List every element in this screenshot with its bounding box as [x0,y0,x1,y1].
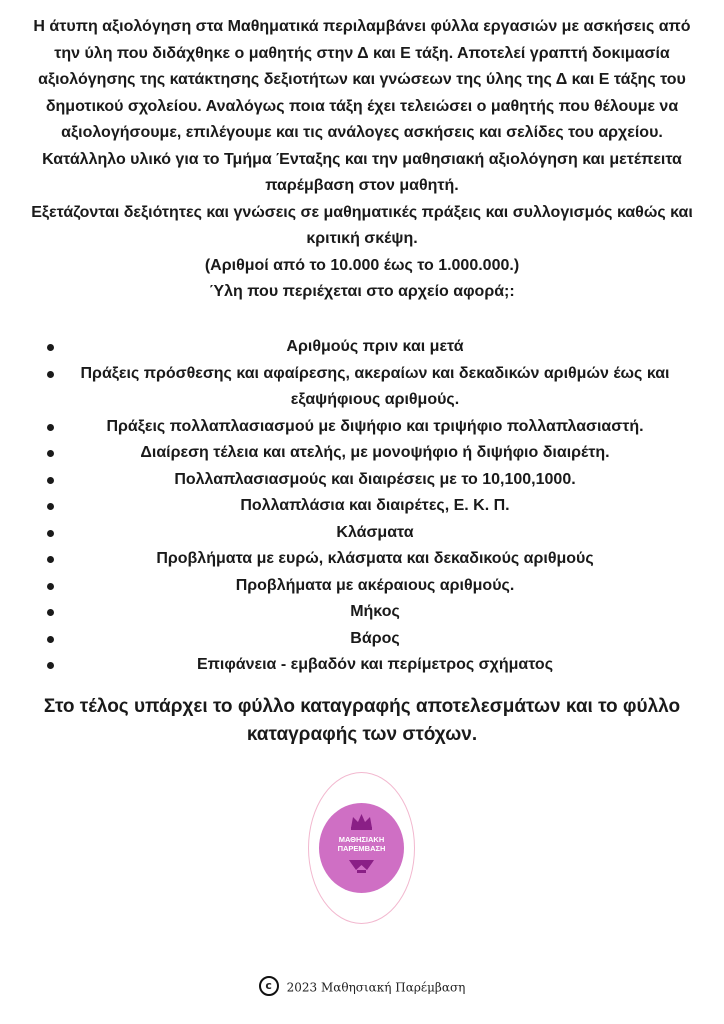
bullet-icon [47,424,54,431]
list-item-text: Αριθμούς πριν και μετά [286,338,464,355]
topics-list [0,334,724,679]
list-item-text: Πολλαπλασιασμούς και διαιρέσεις με το 10,100,1000. [174,470,576,488]
list-item-text: Επιφάνεια - εμβαδόν και περίμετρος σχήματος [196,656,554,673]
logo-disc [319,803,404,893]
intro-paragraph: Εξετάζονται δεξιότητες και γνώσεις σε μαθηματικές πράξεις και συλλογισμός καθώς και κριτική σκέψη. [31,203,693,247]
list-item [0,546,724,573]
bullet-icon [47,371,54,378]
list-item [0,334,724,361]
list-item [0,573,724,600]
brand-logo [308,772,415,924]
crown-icon [348,859,375,873]
list-item-text: Πολλαπλάσια και διαιρέτες, Ε. Κ. Π. [240,497,510,514]
bullet-icon [47,450,54,457]
list-item-text: Προβλήματα με ευρώ, κλάσματα και δεκαδικούς αριθμούς [156,550,594,567]
list-item [0,599,724,626]
list-item [0,414,724,441]
bullet-icon [47,636,54,643]
bullet-icon [47,344,54,351]
bullet-icon [47,556,54,563]
list-item [0,493,724,520]
list-item-text: Προβλήματα με ακέραιους αριθμούς. [235,576,515,594]
bullet-icon [47,530,54,537]
copyright-text: 2023 Μαθησιακή Παρέμβαση [286,980,466,995]
list-item-text: Διαίρεση τέλεια και ατελής, με μονοψήφιο ή διψήφιο διαιρέτη. [140,444,610,461]
intro-paragraph: Η άτυπη αξιολόγηση στα Μαθηματικά περιλαμβάνει φύλλα εργασιών με ασκήσεις από την ύλη που διδάχθηκε ο μαθητής στην Δ και Ε τάξη. Αποτελεί γραπτή δοκιμασία αξιολόγησης της κατάκτησης δεξιοτήτων και γνώσεων της ύλης της Δ και Ε τάξης του δημοτικού σχολείου. Αναλόγως ποια τάξη έχει τελειώσει ο μαθητής που θέλουμε να αξιολογήσουμε, επιλέγουμε και τις ανάλογες ασκήσεις και σελίδες του αρχείου. [33,18,691,141]
list-item [0,361,724,414]
list-item [0,467,724,494]
list-item [0,626,724,653]
intro-text [30,14,694,306]
list-item-text: Πράξεις πρόσθεσης και αφαίρεσης, ακεραίων και δεκαδικών αριθμών έως και εξαψήφιους αριθμούς. [80,364,670,408]
list-item [0,652,724,679]
bullet-icon [47,662,54,669]
crown-icon [349,813,374,830]
logo-text-line2: ΠΑΡΕΜΒΑΣΗ [337,844,386,853]
logo-text-line1: ΜΑΘΗΣΙΑΚΗ [338,835,385,844]
list-item [0,440,724,467]
list-item-text: Κλάσματα [336,523,414,541]
bullet-icon [47,503,54,510]
list-item-text: Βάρος [350,629,400,647]
number-range-note: (Αριθμοί από το 10.000 έως το 1.000.000.) [204,256,520,274]
list-item [0,520,724,547]
closing-statement: Στο τέλος υπάρχει το φύλλο καταγραφής αποτελεσμάτων και το φύλλο καταγραφής των στόχων. [43,696,681,745]
copyright-icon: c [259,976,279,996]
list-item-text: Πράξεις πολλαπλασιασμού με διψήφιο και τριψήφιο πολλαπλασιαστή. [106,417,644,435]
intro-paragraph: Κατάλληλο υλικό για το Τμήμα Ένταξης και την μαθησιακή αξιολόγηση και μετέπειτα παρέμβαση στον μαθητή. [42,150,682,194]
bullet-icon [47,477,54,484]
bullet-icon [47,609,54,616]
bullet-icon [47,583,54,590]
contents-heading: Ύλη που περιέχεται στο αρχείο αφορά;: [209,283,515,300]
footer [0,978,724,998]
list-item-text: Μήκος [350,603,400,620]
